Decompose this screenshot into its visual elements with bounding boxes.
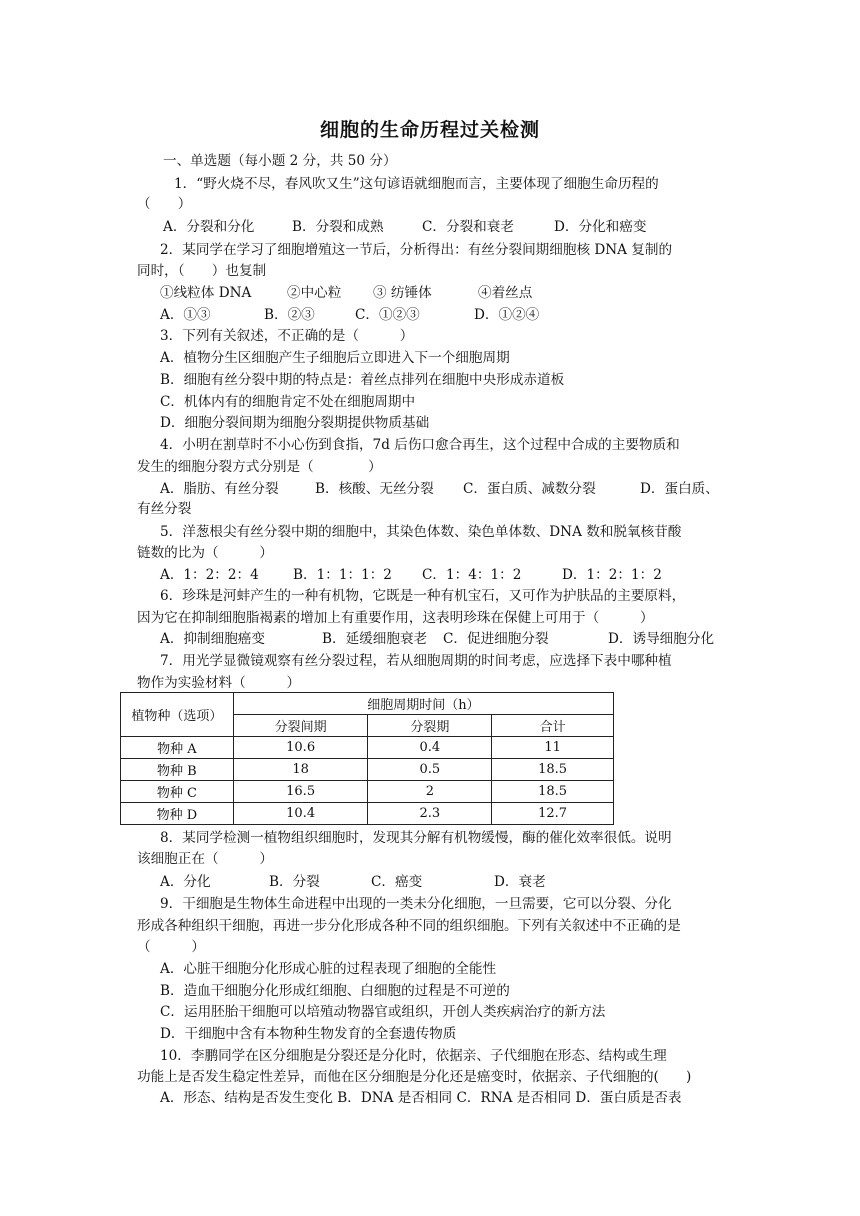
q8-option-b: B．分裂 (269, 874, 320, 890)
table-header-species: 植物种（选项） (121, 693, 234, 737)
q3-option-d: D．细胞分裂间期为细胞分裂期提供物质基础 (160, 415, 430, 431)
cell-cycle-table (120, 692, 614, 825)
table-row (121, 759, 614, 781)
q2-option-b: B．②③ (264, 307, 315, 323)
table-cell-species: 物种 B (121, 759, 234, 781)
q8-option-a: A．分化 (160, 874, 211, 890)
section-heading: 一、单选题（每小题 2 分，共 50 分） (163, 153, 397, 169)
table-cell-division: 2.3 (368, 803, 492, 825)
table-cell-interphase: 10.4 (233, 803, 368, 825)
q7-stem-line1: 7．用光学显微镜观察有丝分裂过程，若从细胞周期的时间考虑，应选择下表中哪种植 (160, 653, 672, 669)
q3-stem: 3．下列有关叙述，不正确的是（ ） (160, 328, 414, 344)
q1-stem-line2: （ ） (137, 196, 192, 212)
q5-stem-line1: 5．洋葱根尖有丝分裂中期的细胞中，其染色体数、染色单体数、DNA 数和脱氧核苷酸 (160, 524, 682, 540)
q2-option-c: C．①②③ (355, 307, 420, 323)
q5-option-a: A．1：2：2：4 (160, 567, 259, 583)
q9-stem-line3: （ ） (137, 939, 205, 955)
q2-item-3: ③ 纺锤体 (373, 285, 432, 301)
q4-option-d: D．蛋白质、 (640, 481, 719, 497)
table-header-cycle-time: 细胞周期时间（h） (233, 693, 613, 715)
table-cell-species: 物种 A (121, 737, 234, 759)
table-cell-total: 18.5 (492, 759, 614, 781)
q3-option-a: A．植物分生区细胞产生子细胞后立即进入下一个细胞周期 (160, 350, 510, 366)
table-cell-total: 18.5 (492, 781, 614, 803)
table-cell-interphase: 18 (233, 759, 368, 781)
page-title: 细胞的生命历程过关检测 (319, 119, 540, 141)
q2-item-1: ①线粒体 DNA (160, 285, 252, 301)
table-cell-division: 0.4 (368, 737, 492, 759)
table-cell-total: 11 (492, 737, 614, 759)
q1-option-d: D．分化和癌变 (554, 219, 647, 235)
q8-stem-line1: 8．某同学检测一植物组织细胞时，发现其分解有机物缓慢，酶的催化效率很低。说明 (160, 830, 672, 846)
q4-option-a: A．脂肪、有丝分裂 (160, 481, 279, 497)
table-cell-interphase: 16.5 (233, 781, 368, 803)
q6-option-b: B．延缓细胞衰老 (322, 631, 428, 647)
q8-stem-line2: 该细胞正在（ ） (137, 851, 273, 867)
q2-item-4: ④着丝点 (478, 285, 533, 301)
q1-stem-line1: 1．“野火烧不尽，春风吹又生”这句谚语就细胞而言，主要体现了细胞生命历程的 (174, 176, 659, 192)
table-header-interphase: 分裂间期 (233, 715, 368, 737)
q1-option-c: C．分裂和衰老 (422, 219, 514, 235)
table-header-total: 合计 (492, 715, 614, 737)
q8-option-c: C．癌变 (371, 874, 423, 890)
q4-stem-line2: 发生的细胞分裂方式分别是（ ） (137, 459, 382, 475)
table-header-row (121, 693, 614, 715)
q6-option-d: D．诱导细胞分化 (608, 631, 715, 647)
q9-stem-line1: 9．干细胞是生物体生命进程中出现的一类未分化细胞，一旦需要，它可以分裂、分化 (160, 896, 672, 912)
q5-stem-line2: 链数的比为（ ） (137, 545, 273, 561)
q9-option-a: A．心脏干细胞分化形成心脏的过程表现了细胞的全能性 (160, 961, 497, 977)
q5-option-b: B．1：1：1：2 (293, 567, 392, 583)
table-cell-interphase: 10.6 (233, 737, 368, 759)
table-cell-division: 2 (368, 781, 492, 803)
q6-stem-line1: 6．珍珠是河蚌产生的一种有机物，它既是一种有机宝石，又可作为护肤品的主要原料， (160, 588, 686, 604)
q5-option-c: C．1：4：1：2 (422, 567, 522, 583)
q1-option-a: A．分裂和分化 (163, 219, 255, 235)
q2-item-2: ②中心粒 (287, 285, 342, 301)
q10-stem-line2: 功能上是否发生稳定性差异，而他在区分细胞是分化还是癌变时，依据亲、子代细胞的( ) (137, 1069, 692, 1085)
q6-option-a: A．抑制细胞癌变 (160, 631, 265, 647)
q4-option-b: B．核酸、无丝分裂 (315, 481, 434, 497)
table-row (121, 737, 614, 759)
table-cell-division: 0.5 (368, 759, 492, 781)
q1-option-b: B．分裂和成熟 (292, 219, 384, 235)
q7-stem-line2: 物作为实验材料（ ） (137, 675, 301, 691)
q9-option-b: B．造血干细胞分化形成红细胞、白细胞的过程是不可逆的 (160, 983, 510, 999)
q9-option-d: D．干细胞中含有本物种生物发育的全套遗传物质 (160, 1026, 457, 1042)
q8-option-d: D．衰老 (494, 874, 546, 890)
table-row (121, 803, 614, 825)
q3-option-c: C．机体内有的细胞肯定不处在细胞周期中 (160, 394, 416, 410)
q2-option-a: A．①③ (160, 307, 211, 323)
q2-stem-line1: 2．某同学在学习了细胞增殖这一节后，分析得出：有丝分裂间期细胞核 DNA 复制的 (160, 242, 673, 258)
q2-option-d: D．①②④ (474, 307, 540, 323)
q6-option-c: C．促进细胞分裂 (443, 631, 549, 647)
q2-stem-line2: 同时，（ ）也复制 (137, 263, 267, 279)
table-cell-total: 12.7 (492, 803, 614, 825)
table-row (121, 781, 614, 803)
q4-option-d-continued: 有丝分裂 (137, 501, 192, 517)
table-header-division: 分裂期 (368, 715, 492, 737)
q6-stem-line2: 因为它在抑制细胞脂褐素的增加上有重要作用，这表明珍珠在保健上可用于（ ） (137, 610, 654, 626)
q5-option-d: D．1：2：1：2 (562, 567, 662, 583)
table-cell-species: 物种 D (121, 803, 234, 825)
q9-stem-line2: 形成各种组织干细胞，再进一步分化形成各种不同的组织细胞。下列有关叙述中不正确的是 (137, 918, 681, 934)
q3-option-b: B．细胞有丝分裂中期的特点是：着丝点排列在细胞中央形成赤道板 (160, 372, 565, 388)
table-cell-species: 物种 C (121, 781, 234, 803)
q10-options-line: A．形态、结构是否发生变化 B．DNA 是否相同 C．RNA 是否相同 D．蛋白质是否表 (160, 1090, 682, 1106)
q4-stem-line1: 4．小明在割草时不小心伤到食指，7d 后伤口愈合再生，这个过程中合成的主要物质和 (160, 437, 680, 453)
q9-option-c: C．运用胚胎干细胞可以培殖动物器官或组织，开创人类疾病治疗的新方法 (160, 1004, 606, 1020)
q4-option-c: C．蛋白质、减数分裂 (463, 481, 596, 497)
q10-stem-line1: 10．李鹏同学在区分细胞是分裂还是分化时，依据亲、子代细胞在形态、结构或生理 (160, 1048, 667, 1064)
